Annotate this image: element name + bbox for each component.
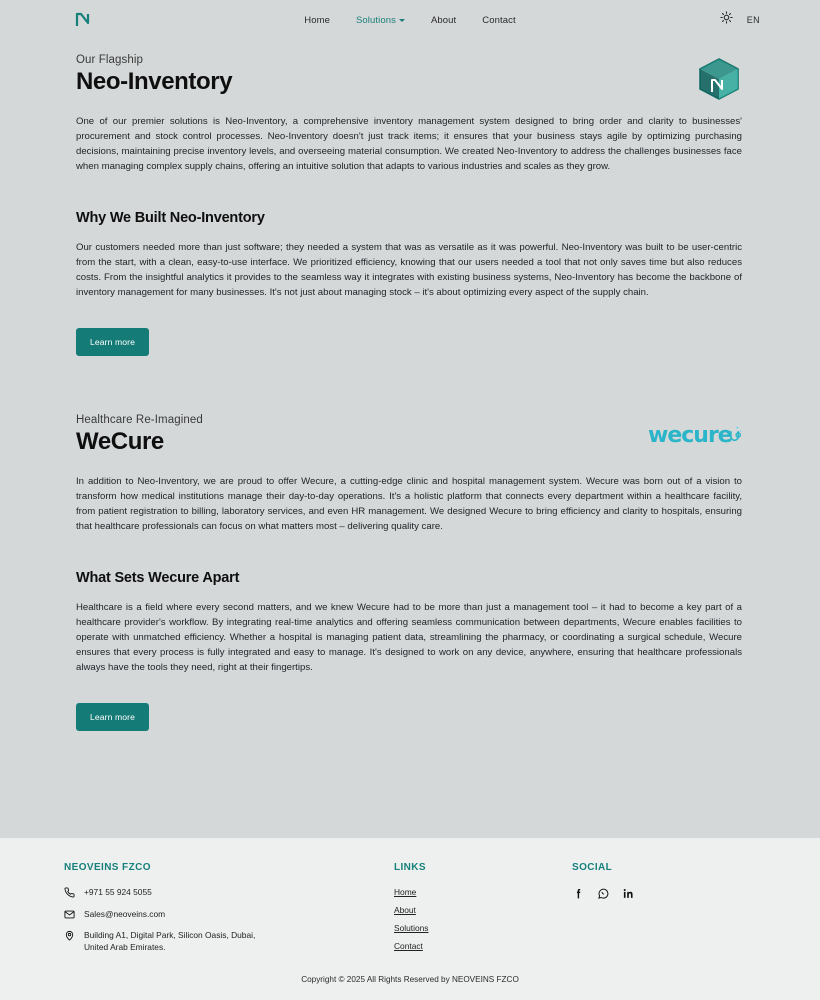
section-eyebrow: Healthcare Re-Imagined [76, 414, 203, 426]
sun-icon[interactable] [720, 11, 733, 29]
footer-phone-row[interactable] [64, 887, 394, 899]
page-footer [0, 838, 820, 1000]
nav-links [0, 15, 820, 26]
footer-address-row [64, 930, 394, 953]
footer-phone-text: +971 55 924 5055 [84, 887, 152, 897]
nav-utilities [720, 11, 760, 29]
footer-company-column [64, 862, 394, 963]
neo-inventory-logo-icon [696, 56, 742, 102]
mail-icon [64, 909, 75, 920]
footer-links-column [394, 862, 572, 963]
section-body-paragraph: Our customers needed more than just software; they needed a system that was as versatile as it was powerful. Neo-Inventory was built to be user-centric from the start, with a clean, easy-to-use interface. We prioritized efficiency, knowing that our users needed a tool that not only saves time but also reduces costs. From the insightful analytics it provides to the seamless way it integrates with existing business systems, Neo-Inventory has become the backbone of inventory management for many businesses. It's not just about managing stock – it's about optimizing every aspect of the supply chain. [76, 242, 742, 298]
footer-copyright: Copyright © 2025 All Rights Reserved by NEOVEINS FZCO [301, 975, 519, 984]
section-eyebrow: Our Flagship [76, 54, 144, 66]
whatsapp-icon[interactable] [597, 887, 610, 900]
map-pin-icon [64, 930, 75, 941]
page-title: Neo-Inventory [76, 68, 233, 95]
learn-more-button-neo-inventory[interactable]: Learn more [76, 328, 149, 356]
nav-item-solutions[interactable] [356, 15, 405, 26]
footer-email-text: Sales@neoveins.com [84, 908, 166, 919]
nav-item-solutions-label: Solutions [355, 14, 396, 26]
main-content [0, 40, 820, 838]
footer-link-solutions[interactable]: Solutions [394, 923, 429, 933]
section-subtitle: What Sets Wecure Apart [76, 570, 240, 586]
section-neo-inventory [76, 54, 742, 356]
footer-columns [64, 862, 760, 963]
footer-link-home[interactable]: Home [394, 887, 417, 897]
nav-item-home[interactable]: Home [304, 14, 330, 26]
section-intro-paragraph: In addition to Neo-Inventory, we are proud to offer Wecure, a cutting-edge clinic and hospital management system. Wecure was born out of a vision to transform how medical institutions manage their day-to-day operations. It's a holistic platform that connects every department within a healthcare facility, from patient registration to billing, laboratory services, and even HR management. We designed Wecure to bring efficiency and clarity to hospitals, ensuring that healthcare professionals can focus on what matters most – delivering quality care. [76, 476, 742, 532]
section-body-paragraph: Healthcare is a field where every second matters, and we knew Wecure had to be more than just a management tool – it had to become a key part of a healthcare provider's workflow. By integrating real-time analytics and offering seamless communication between departments, Wecure enables facilities to operate with unmatched efficiency. Whether a hospital is managing patient data, streamlining the pharmacy, or coordinating a surgical schedule, Wecure ensures that every process is fully integrated and easy to manage. It's designed to work on any device, anywhere, ensuring that healthcare professionals always have the tools they need, right at their fingertips. [76, 602, 742, 673]
section-subtitle: Why We Built Neo-Inventory [76, 210, 265, 226]
footer-social-column [572, 862, 752, 963]
nav-item-contact[interactable]: Contact [482, 14, 516, 26]
wecure-logo-icon [648, 420, 742, 450]
footer-company-heading: NEOVEINS FZCO [64, 862, 151, 873]
section-title: WeCure [76, 428, 164, 455]
linkedin-icon[interactable] [622, 887, 635, 900]
footer-links-heading: LINKS [394, 862, 426, 873]
footer-link-contact[interactable]: Contact [394, 941, 423, 951]
top-navigation-bar [0, 0, 820, 40]
chevron-down-icon [399, 19, 405, 22]
phone-icon [64, 887, 75, 898]
learn-more-button-wecure[interactable]: Learn more [76, 703, 149, 731]
section-wecure [76, 414, 742, 731]
nav-item-about[interactable]: About [430, 14, 457, 26]
footer-link-about[interactable]: About [394, 905, 416, 915]
footer-email-row[interactable] [64, 909, 394, 921]
wecure-logo-text: wecure [648, 422, 732, 448]
footer-social-heading: SOCIAL [572, 862, 613, 873]
neoveins-logo-icon[interactable] [72, 9, 94, 31]
footer-address-line-1: Building A1, Digital Park, Silicon Oasis, Dubai, [84, 930, 256, 940]
footer-social-icons [572, 887, 752, 900]
section-intro-paragraph: One of our premier solutions is Neo-Inventory, a comprehensive inventory management system designed to bring order and clarity to businesses' procurement and stock control processes. Neo-Inventory doesn't just track items; it ensures that your business stays agile by optimizing purchasing decisions, maintaining precise inventory levels, and overseeing material consumption. We created Neo-Inventory to address the challenges businesses face when managing complex supply chains, offering an intuitive solution that adapts to various industries and scales as they grow. [76, 116, 742, 172]
language-selector[interactable]: EN [746, 15, 760, 25]
footer-address-line-2: United Arab Emirates. [84, 941, 166, 952]
facebook-icon[interactable] [572, 887, 585, 900]
